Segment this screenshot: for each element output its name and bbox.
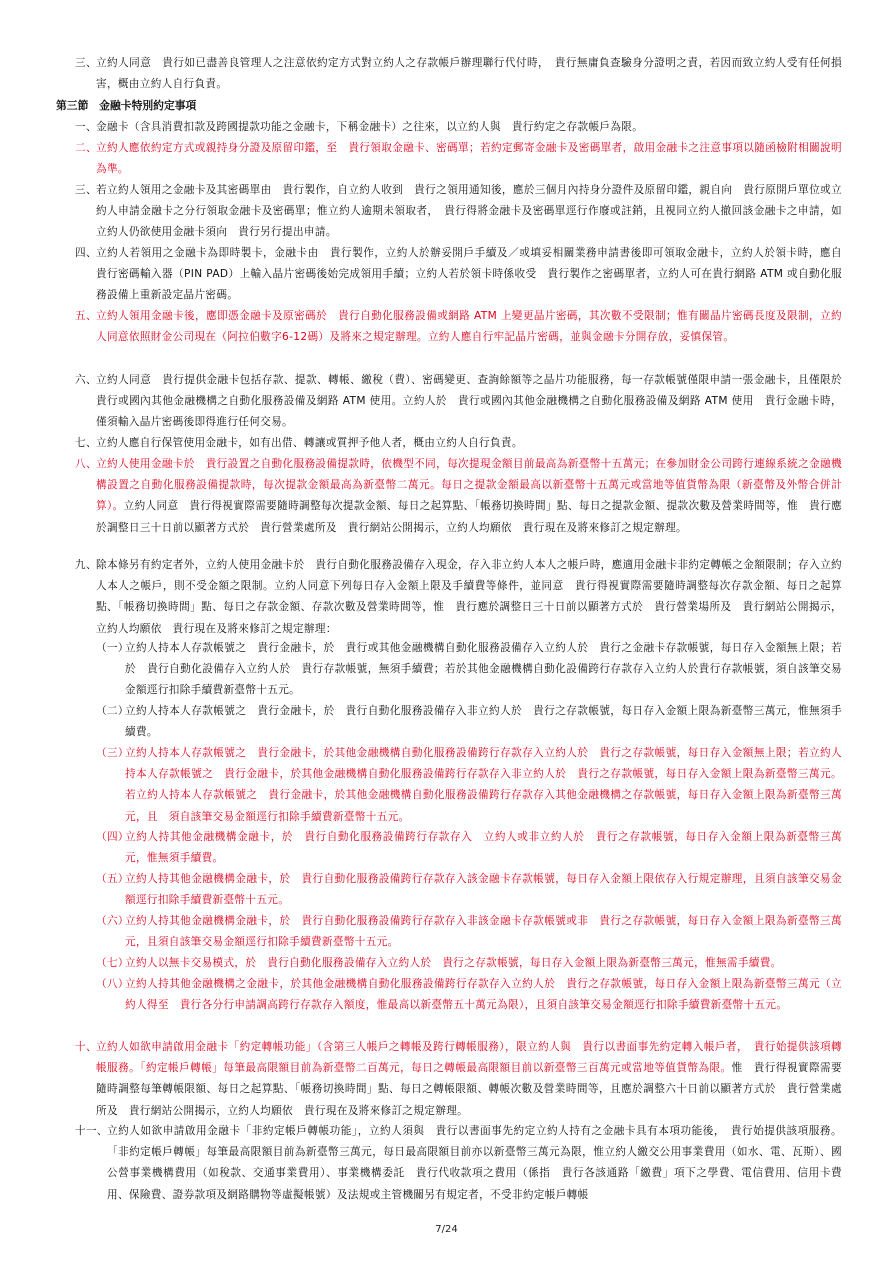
sub-clause-2: （二） 立約人持本人存款帳號之 貴行金融卡，於 貴行自動化服務設備存入非立約人於 貴行之存款帳號，每日存入金額上限為新臺幣三萬元，惟無須手續費。	[96, 705, 842, 739]
sub-clause-7: （七） 立約人以無卡交易模式，於 貴行自動化服務設備存入立約人於 貴行之存款帳號，每日存入金額上限為新臺幣三萬元，惟無需手續費。	[96, 957, 782, 969]
card-clause-4: 四、 立約人若領用之金融卡為即時製卡，金融卡由 貴行製作，立約人於辦妥開戶手續及／或填妥相關業務申請書後即可領取金融卡，立約人於領卡時，應自 貴行密碼輸入器（PIN PAD）上輸入晶片密碼後始完成領用手續；立約人若於領卡時係收受 貴行製作之密碼單者，立約人可在貴行網路 ATM 或自動化服務設備上重新設定晶片密碼。	[75, 247, 853, 302]
section-heading: 第三節 金融卡特別約定事項	[56, 99, 197, 112]
card-clause-1: 一、 金融卡（含具消費扣款及跨國提款功能之金融卡，下稱金融卡）之往來，以立約人與 貴行約定之存款帳戶為限。	[75, 121, 644, 133]
clause-3-previous	[75, 53, 842, 95]
sub-clause-4: （四） 立約人持其他金融機構金融卡，於 貴行自動化服務設備跨行存款存入 立約人或非立約人於 貴行之存款帳號，每日存入金額上限為新臺幣三萬元，惟無須手續費。	[96, 831, 842, 865]
sub-clause-6: （六） 立約人持其他金融機構金融卡，於 貴行自動化服務設備跨行存款存入非該金融卡存款帳號或非 貴行之存款帳號，每日存入金額上限為新臺幣三萬元，且須自該筆交易金額逕行扣除手續費新臺幣十五元。	[96, 915, 842, 949]
sub-clause-8: （八） 立約人持其他金融機構之金融卡，於其他金融機構自動化服務設備跨行存款存入立約人於 貴行之存款帳號，每日存入金額上限為新臺幣三萬元（立約人得至 貴行各分行申請調高跨行存款存入額度，惟最高以新臺幣五十萬元為限），且須自該筆交易金額逕行扣除手續費新臺幣十五元。	[96, 978, 842, 1012]
card-clause-6: 六、 立約人同意 貴行提供金融卡包括存款、提款、轉帳、繳稅（費）、密碼變更、查詢餘額等之晶片功能服務，每一存款帳號僅限申請一張金融卡，且僅限於 貴行或國內其他金融機構之自動化服務設備及網路 ATM 使用。立約人於 貴行或國內其他金融機構之自動化服務設備及網路 ATM 使用 貴行金融卡時，僅須輸入晶片密碼後即得進行任何交易。	[75, 374, 853, 429]
page-number: 7/24	[435, 1224, 458, 1235]
card-clause-7: 七、 立約人應自行保管使用金融卡，如有出借、轉讓或質押予他人者，概由立約人自行負責。	[75, 437, 523, 449]
card-clause-9: 九、 除本條另有約定者外，立約人使用金融卡於 貴行自動化服務設備存入現金，存入非立約人本人之帳戶時，應適用金融卡非約定轉帳之金額限制；存入立約人本人之帳戶，則不受金額之限制。立約人同意下列每日存入金額上限及手續費等條件，並同意 貴行得視實際需要隨時調整每次存款金額、每日之起算點、「帳務切換時間」點、每日之存款金額、存款次數及營業時間等，惟 貴行應於調整日三十日前以顯著方式於 貴行營業場所及 貴行網站公開揭示，立約人均願依 貴行現在及將來修訂之規定辦理：	[75, 559, 842, 635]
sub-clause-1: （一） 立約人持本人存款帳號之 貴行金融卡，於 貴行或其他金融機構自動化服務設備存入立約人於 貴行之金融卡存款帳號，每日存入金額無上限；若於 貴行自動化設備存入立約人於 貴行存款帳號，無須手續費；若於其他金融機構自動化設備跨行存款存入立約人於貴行存款帳號，須自該筆交易金額逕行扣除手續費新臺幣十五元。	[96, 642, 842, 697]
card-clause-3: 三、 若立約人領用之金融卡及其密碼單由 貴行製作，自立約人收到 貴行之領用通知後，應於三個月內持身分證件及原留印鑑，親自向 貴行原開戶單位或立約人申請金融卡之分行領取金融卡及密碼單；惟立約人逾期未領取者， 貴行得將金融卡及密碼單逕行作廢或註銷，且視同立約人撤回該金融卡之申請，如立約人仍欲使用金融卡須向 貴行另行提出申請。	[75, 184, 842, 239]
card-clause-10: 十、 立約人如欲申請啟用金融卡「約定轉帳功能」（含第三人帳戶之轉帳及跨行轉帳服務），限立約人與 貴行以書面事先約定轉入帳戶者， 貴行始提供該項轉帳服務。「約定帳戶轉帳」每筆最高限額目前為新臺幣二百萬元，每日之轉帳最高限額目前以新臺幣三百萬元或當地等值貨幣為限。惟 貴行得視實際需要隨時調整每筆轉帳限額、每日之起算點、「帳務切換時間」點、每日之轉帳限額、轉帳次數及營業時間等，且應於調整六十日前以顯著方式於 貴行營業處所及 貴行網站公開揭示，立約人均願依 貴行現在及將來修訂之規定辦理。	[75, 1041, 843, 1117]
card-clause-11: 十一、 立約人如欲申請啟用金融卡「非約定帳戶轉帳功能」，立約人須與 貴行以書面事先約定立約人持有之金融卡具有本項功能後， 貴行始提供該項服務。「非約定帳戶轉帳」每筆最高限額目前為新臺幣三萬元，每日最高限額目前亦以新臺幣三萬元為限，惟立約人繳交公用事業費用（如水、電、瓦斯）、國公營事業機構費用（如稅款、交通事業費用）、事業機構委託 貴行代收款項之費用（係指 貴行各該通路「繳費」項下之學費、電信費用、信用卡費用、保險費、證券款項及網路購物等虛擬帳號）及法規或主管機關另有規定者，不受非約定帳戶轉帳	[75, 1125, 842, 1201]
sub-clause-5: （五） 立約人持其他金融機構金融卡，於 貴行自動化服務設備跨行存款存入該金融卡存款帳號，每日存入金額上限依存入行規定辦理，且須自該筆交易金額逕行扣除手續費新臺幣十五元。	[96, 873, 842, 907]
card-clause-5: 五、 立約人領用金融卡後，應即憑金融卡及原密碼於 貴行自動化服務設備或網路 ATM 上變更晶片密碼，其次數不受限制；惟有關晶片密碼長度及限制，立約人同意依照財金公司現在（阿拉伯數字6-12碼）及將來之規定辦理。立約人應自行牢記晶片密碼，並與金融卡分開存放，妥慎保管。	[75, 310, 842, 344]
card-clause-2: 二、 立約人應依約定方式或親持身分證及原留印鑑，至 貴行領取金融卡、密碼單；若約定郵寄金融卡及密碼單者，啟用金融卡之注意事項以隨函檢附相關說明為準。	[75, 142, 842, 176]
clause-text: 立約人同意 貴行如已盡善良管理人之注意依約定方式對立約人之存款帳戶辦理聯行代付時， 貴行無庸負查驗身分證明之責，若因而致立約人受有任何損害，概由立約人自行負責。	[96, 57, 842, 91]
card-clause-8: 八、 立約人使用金融卡於 貴行設置之自動化服務設備提款時，依機型不同，每次提現金額目前最高為新臺幣十五萬元；在參加財金公司跨行連線系統之金融機構設置之自動化服務設備提款時，每次提款金額最高為新臺幣二萬元。每日之提款金額最高以新臺幣十五萬元或當地等值貨幣為限（新臺幣及外幣合併計算）。立約人同意 貴行得視實際需要隨時調整每次提款金額、每日之起算點、「帳務切換時間」點、每日之提款金額、提款次數及營業時間等，惟 貴行應於調整日三十日前以顯著方式於 貴行營業處所及 貴行網站公開揭示，立約人均願依 貴行現在及將來修訂之規定辦理。	[75, 458, 843, 534]
sub-clause-3: （三） 立約人持本人存款帳號之 貴行金融卡，於其他金融機構自動化服務設備跨行存款存入立約人於 貴行之存款帳號，每日存入金額無上限；若立約人持本人存款帳號之 貴行金融卡，於其他金融機構自動化服務設備跨行存款存入非立約人於 貴行之存款帳號，每日存入金額上限為新臺幣三萬元。若立約人持本人存款帳號之 貴行金融卡，於其他金融機構自動化服務設備跨行存款存入其他金融機構之存款帳號，每日存入金額上限為新臺幣三萬元，且 須自該筆交易金額逕行扣除手續費新臺幣十五元。	[96, 747, 842, 823]
clause-label: 三、	[75, 57, 97, 69]
